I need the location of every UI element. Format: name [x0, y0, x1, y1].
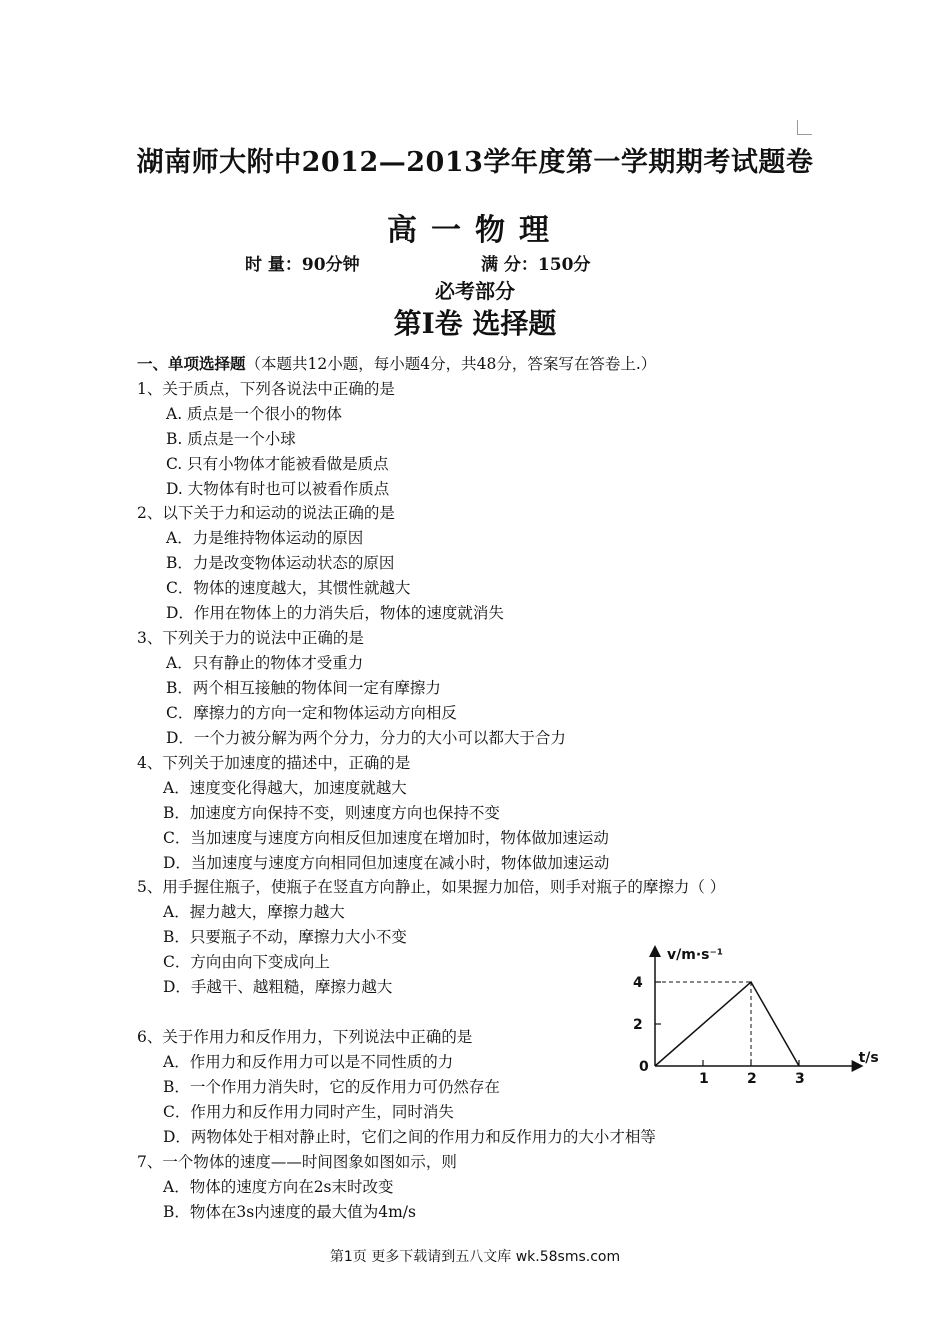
part1-heading-line [137, 352, 656, 374]
velocity-series-line [655, 982, 799, 1066]
question-option: D．两物体处于相对静止时，它们之间的作用力和反作用力的大小才相等 [163, 1128, 656, 1146]
question-option: A. 质点是一个很小的物体 [166, 405, 343, 423]
velocity-time-graph [630, 930, 880, 1090]
question-option: B．只要瓶子不动，摩擦力大小不变 [163, 928, 407, 946]
question-stem: 6、关于作用力和反作用力，下列说法中正确的是 [137, 1028, 473, 1046]
question-option: B．力是改变物体运动状态的原因 [166, 554, 395, 572]
section-title: 必考部分 [435, 279, 515, 303]
question-option: A．作用力和反作用力可以是不同性质的力 [163, 1053, 454, 1071]
part1-heading: 一、单项选择题 [137, 354, 246, 373]
question-option: D．手越干、越粗糙，摩擦力越大 [163, 978, 393, 996]
question-option: D．一个力被分解为两个分力，分力的大小可以都大于合力 [166, 729, 566, 747]
question-option: A．力是维持物体运动的原因 [166, 529, 364, 547]
question-stem: 3、下列关于力的说法中正确的是 [137, 629, 364, 647]
question-stem: 7、一个物体的速度——时间图象如图如示，则 [137, 1153, 457, 1171]
question-option: B．加速度方向保持不变，则速度方向也保持不变 [163, 804, 500, 822]
question-option: C．摩擦力的方向一定和物体运动方向相反 [166, 704, 457, 722]
question-stem: 2、以下关于力和运动的说法正确的是 [137, 504, 395, 522]
question-option: C．作用力和反作用力同时产生，同时消失 [163, 1103, 454, 1121]
question-option: A．物体的速度方向在2s末时改变 [163, 1178, 394, 1196]
y-tick-label: 2 [633, 1017, 643, 1033]
exam-title: 湖南师大附中2012—2013学年度第一学期期考试题卷 [136, 147, 814, 178]
question-stem: 5、用手握住瓶子，使瓶子在竖直方向静止，如果握力加倍，则手对瓶子的摩擦力（ ） [137, 878, 726, 896]
page-footer: 第1页 更多下载请到五八文库 wk.58sms.com [329, 1249, 621, 1265]
question-option: D．当加速度与速度方向相同但加速度在减小时，物体做加速运动 [163, 854, 610, 872]
question-option: B. 质点是一个小球 [166, 430, 296, 448]
exam-full-score: 满 分：150分 [481, 255, 591, 275]
question-option: A．只有静止的物体才受重力 [166, 654, 364, 672]
page-corner-mark [797, 120, 812, 135]
y-tick-label: 4 [633, 975, 643, 991]
volume-title: 第Ⅰ卷 选择题 [393, 307, 557, 340]
question-option: C．物体的速度越大，其惯性就越大 [166, 579, 411, 597]
question-option: B．物体在3s内速度的最大值为4m/s [163, 1203, 416, 1221]
question-option: C．当加速度与速度方向相反但加速度在增加时，物体做加速运动 [163, 829, 609, 847]
x-tick-label: 2 [747, 1071, 757, 1087]
x-tick-label: 3 [795, 1071, 805, 1087]
subject-title: 高一物理 [387, 213, 563, 248]
question-option: C．方向由向下变成向上 [163, 953, 330, 971]
question-option: A．握力越大，摩擦力越大 [163, 903, 345, 921]
question-stem: 1、关于质点，下列各说法中正确的是 [137, 380, 395, 398]
x-axis-label: t/s [858, 1050, 879, 1066]
part1-note: （本题共12小题，每小题4分，共48分，答案写在答卷上.） [245, 355, 657, 373]
origin-label: 0 [639, 1059, 649, 1075]
question-stem: 4、下列关于加速度的描述中，正确的是 [137, 754, 411, 772]
question-option: A．速度变化得越大，加速度就越大 [163, 779, 407, 797]
question-option: B．一个作用力消失时，它的反作用力可仍然存在 [163, 1078, 500, 1096]
question-option: D. 大物体有时也可以被看作质点 [166, 480, 390, 498]
question-option: C. 只有小物体才能被看做是质点 [166, 455, 389, 473]
question-option: D．作用在物体上的力消失后，物体的速度就消失 [166, 604, 504, 622]
question-option: B．两个相互接触的物体间一定有摩擦力 [166, 679, 441, 697]
x-tick-label: 1 [699, 1071, 709, 1087]
y-axis-label: v/m·s⁻¹ [667, 947, 723, 963]
exam-duration: 时 量：90分钟 [245, 255, 360, 275]
